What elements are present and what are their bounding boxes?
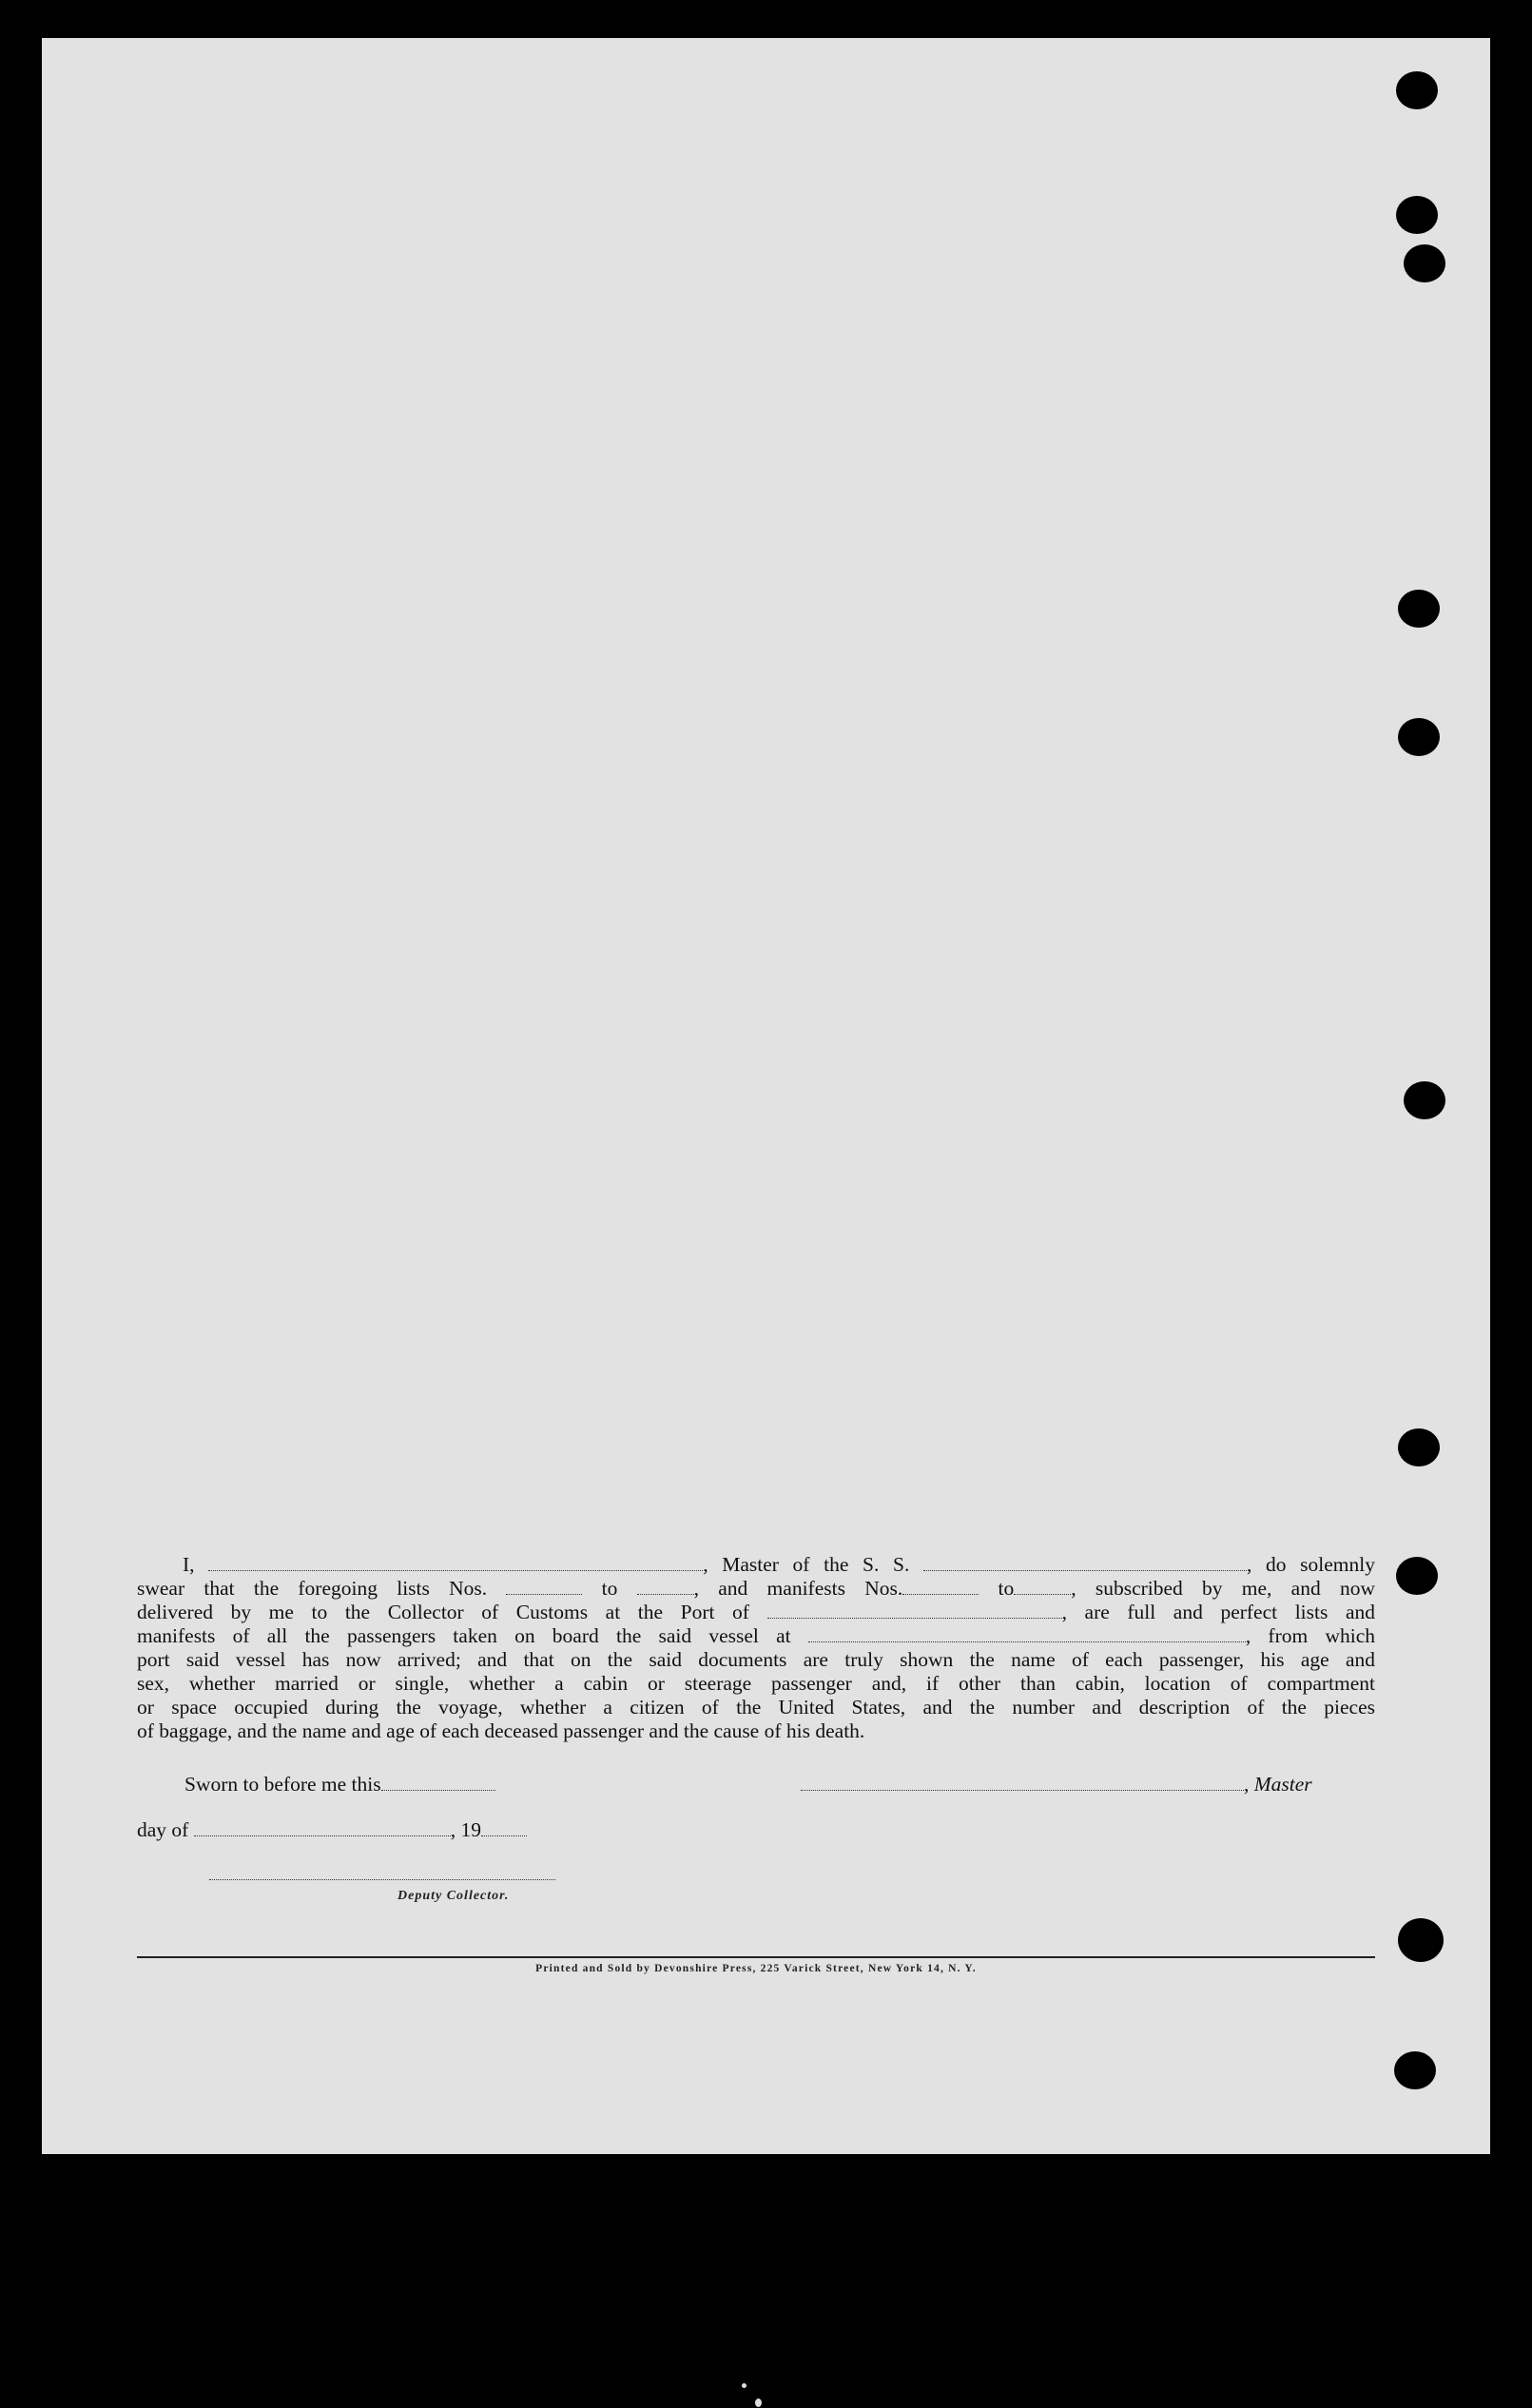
oath-line — [137, 1672, 1375, 1696]
master-signature-line — [801, 1773, 1312, 1796]
fill-in-blank — [923, 1568, 1247, 1571]
binder-hole — [1398, 718, 1440, 756]
oath-text: , subscribed by me, and now — [1071, 1577, 1376, 1600]
oath-text: to — [582, 1577, 637, 1600]
oath-text: I, — [183, 1553, 209, 1576]
fill-in-blank — [208, 1568, 703, 1571]
deputy-signature-blank — [209, 1862, 555, 1886]
oath-line — [137, 1648, 1375, 1672]
oath-text: , and manifests Nos. — [693, 1577, 903, 1600]
fill-in-blank — [767, 1616, 1062, 1619]
date-blank — [381, 1788, 495, 1791]
day-of-label: day of — [137, 1818, 189, 1841]
oath-text: port said vessel has now arrived; and that on the said documents are truly shown the name of each passenger, his age and — [137, 1648, 1375, 1671]
year-prefix: , 19 — [450, 1818, 481, 1841]
oath-text: , Master of the S. S. — [703, 1553, 923, 1576]
fill-in-blank — [808, 1640, 1246, 1642]
sworn-text: Sworn to before me this — [184, 1773, 381, 1796]
deputy-collector-label: Deputy Collector. — [398, 1889, 510, 1903]
day-of-line — [137, 1818, 527, 1842]
master-comma: , — [1244, 1773, 1250, 1796]
oath-line — [137, 1553, 1375, 1577]
binder-hole — [1396, 1557, 1438, 1595]
year-blank — [481, 1834, 527, 1836]
binder-hole — [1398, 1918, 1444, 1962]
binder-hole — [1396, 71, 1438, 109]
oath-line — [137, 1624, 1375, 1648]
binder-hole — [1404, 244, 1445, 282]
master-signature-blank — [801, 1788, 1244, 1791]
binder-hole — [1396, 196, 1438, 234]
oath-text: or space occupied during the voyage, whether a citizen of the United States, and the number and description of the pieces — [137, 1696, 1375, 1719]
printer-imprint: Printed and Sold by Devonshire Press, 225 Varick Street, New York 14, N. Y. — [535, 1963, 977, 1974]
fill-in-blank — [506, 1592, 582, 1595]
oath-text: to — [979, 1577, 1015, 1600]
oath-text: sex, whether married or single, whether a cabin or steerage passenger and, if other than cabin, location of compartment — [137, 1672, 1375, 1695]
master-label: Master — [1253, 1773, 1312, 1796]
oath-text: , do solemnly — [1246, 1553, 1375, 1576]
footer-rule — [137, 1956, 1375, 1958]
binder-hole — [1394, 2051, 1436, 2089]
oath-text: delivered by me to the Collector of Customs at the Port of — [137, 1601, 767, 1623]
binder-hole — [1398, 590, 1440, 628]
oath-text: manifests of all the passengers taken on board the said vessel at — [137, 1624, 808, 1647]
binder-hole — [1398, 1428, 1440, 1466]
oath-text: swear that the foregoing lists Nos. — [137, 1577, 507, 1600]
sworn-label — [184, 1773, 495, 1796]
oath-line — [137, 1577, 1375, 1601]
oath-text: , from which — [1245, 1624, 1375, 1647]
fill-in-blank — [637, 1592, 694, 1595]
oath-line — [137, 1601, 1375, 1624]
month-blank — [194, 1834, 451, 1836]
oath-line — [137, 1719, 1375, 1743]
fill-in-blank — [902, 1592, 979, 1595]
oath-text: of baggage, and the name and age of each deceased passenger and the cause of his death. — [137, 1719, 865, 1742]
dust-speck — [755, 2398, 762, 2407]
dust-speck — [742, 2383, 747, 2388]
oath-text: , are full and perfect lists and — [1061, 1601, 1375, 1623]
binder-hole — [1404, 1081, 1445, 1119]
fill-in-blank — [1014, 1592, 1071, 1595]
oath-line — [137, 1696, 1375, 1719]
oath-paragraph — [137, 1553, 1375, 1743]
